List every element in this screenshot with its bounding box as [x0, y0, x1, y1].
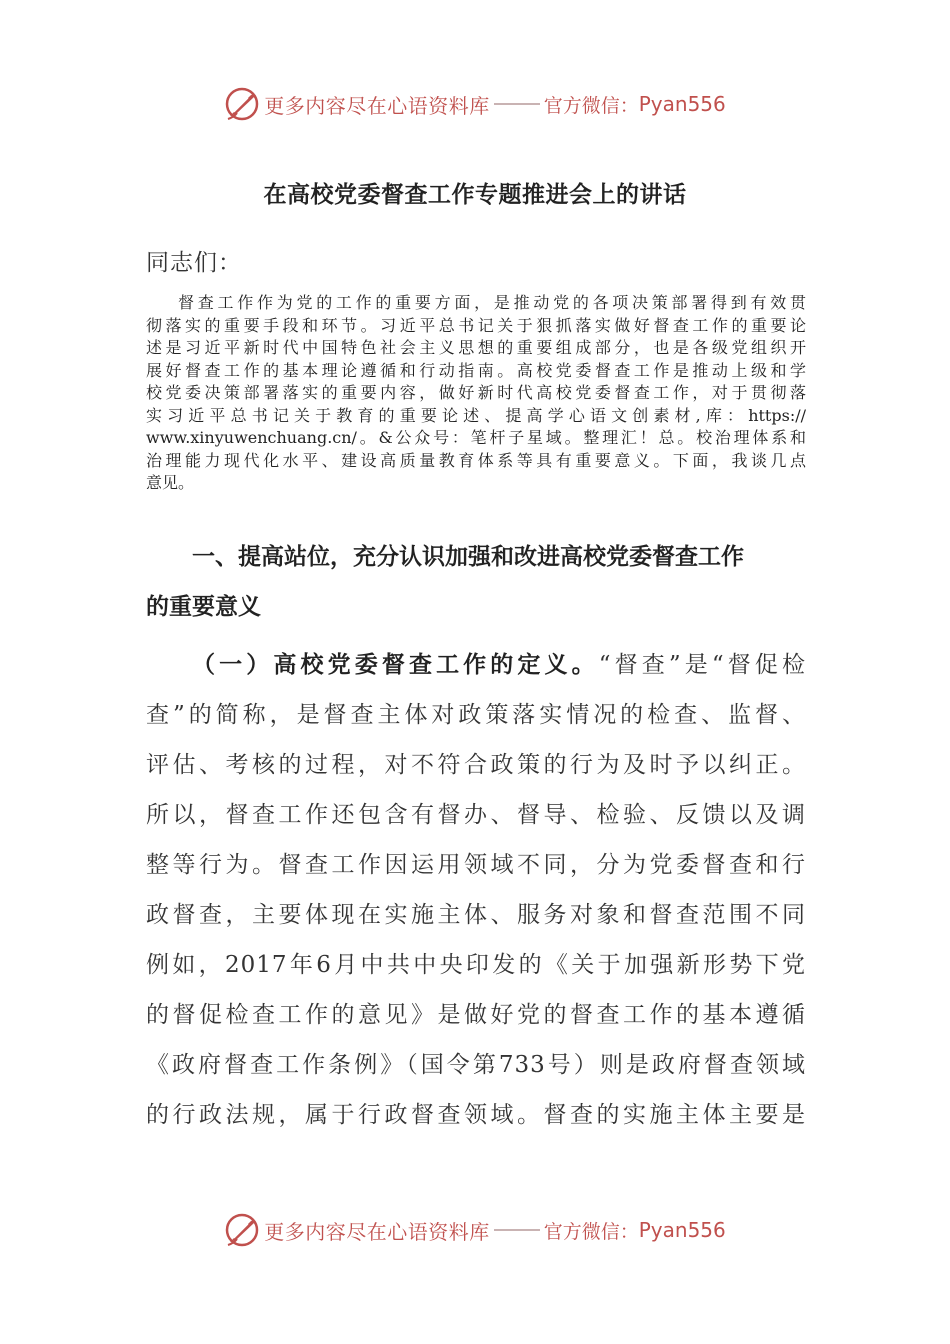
banner-label: 官方微信：	[543, 94, 639, 117]
document-title: 在高校党委督查工作专题推进会上的讲话	[263, 181, 687, 208]
intro-line: 意见。	[146, 473, 195, 492]
intro-line: 实习近平总书记关于教育的重要论述、提高学心语文创素材,库：https://	[146, 405, 806, 425]
section-heading-line: 一、提高站位，充分认识加强和改进高校党委督查工作	[192, 543, 744, 570]
intro-line: 展好督查工作的基本理论遵循和行动指南。高校党委督查工作是推动上级和学	[146, 360, 806, 380]
quill-logo-icon	[224, 86, 260, 122]
banner-wechat-id: Pyan556	[638, 92, 726, 116]
banner-label: 官方微信：	[543, 1220, 639, 1243]
body-line-first-rest: “督查”是“督促检	[598, 652, 807, 678]
intro-line: 述是习近平新时代中国特色社会主义思想的重要组成部分，也是各级党组织开	[146, 338, 806, 357]
banner-separator	[494, 1229, 540, 1231]
banner-main-text: 更多内容尽在心语资料库	[264, 1219, 490, 1244]
banner-main-text: 更多内容尽在心语资料库	[264, 93, 490, 118]
greeting: 同志们：	[146, 250, 242, 276]
intro-line: www.xinyuwenchuang.cn/。&公众号：笔杆子星域。整理汇！总。校治理体系和	[146, 428, 806, 447]
intro-paragraph	[146, 292, 806, 495]
intro-line: 治理能力现代化水平、建设高质量教育体系等具有重要意义。下面，我谈几点	[146, 450, 806, 470]
body-line: 整等行为。督查工作因运用领域不同，分为党委督查和行	[146, 852, 806, 878]
body-line: 所以，督查工作还包含有督办、督导、检验、反馈以及调	[146, 802, 806, 828]
body-line: 例如，2017年6月中共中央印发的《关于加强新形势下党	[146, 952, 806, 978]
body-line: 的行政法规，属于行政督查领域。督查的实施主体主要是	[146, 1102, 806, 1128]
bottom-watermark-banner	[0, 1210, 950, 1250]
banner-wechat-id: Pyan556	[638, 1218, 726, 1242]
body-line: 《政府督查工作条例》（国令第733号）则是政府督查领域	[146, 1052, 806, 1078]
section-heading-line: 的重要意义	[146, 593, 261, 620]
body-line: 的督促检查工作的意见》是做好党的督查工作的基本遵循	[146, 1002, 806, 1028]
intro-line: 督查工作作为党的工作的重要方面，是推动党的各项决策部署得到有效贯	[178, 293, 806, 312]
top-watermark-banner	[0, 84, 950, 124]
intro-line: 校党委决策部署落实的重要内容，做好新时代高校党委督查工作，对于贯彻落	[146, 383, 806, 402]
body-line: 政督查，主要体现在实施主体、服务对象和督查范围不同	[146, 902, 806, 928]
body-line: 评估、考核的过程，对不符合政策的行为及时予以纠正。	[146, 752, 806, 778]
quill-logo-icon	[224, 1212, 260, 1248]
intro-line: 彻落实的重要手段和环节。习近平总书记关于狠抓落实做好督查工作的重要论	[146, 315, 806, 335]
subsection-lead: （一）高校党委督查工作的定义。	[192, 651, 599, 678]
body-line: 查”的简称，是督查主体对政策落实情况的检查、监督、	[146, 702, 806, 728]
body-line-first	[146, 640, 806, 690]
subsection-paragraph-1	[146, 640, 806, 1140]
section-heading-1	[146, 532, 806, 632]
banner-separator	[494, 103, 540, 105]
